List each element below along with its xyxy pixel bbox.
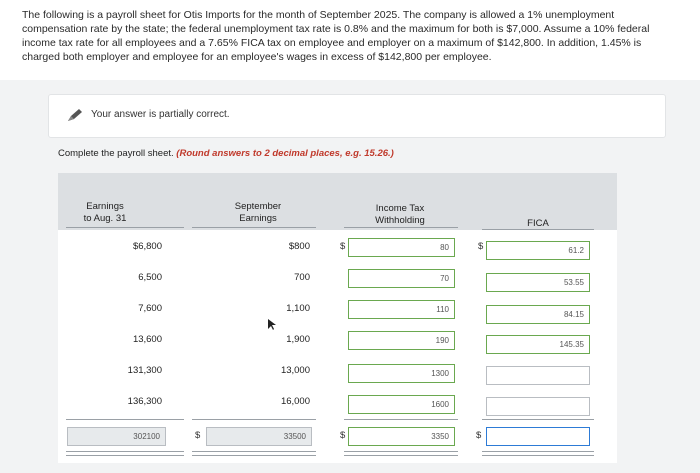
problem-line: The following is a payroll sheet for Otis Imports for the month of September 2025. The company is allowed a 1% unemployment bbox=[22, 9, 615, 21]
table-header bbox=[58, 173, 617, 230]
problem-line: compensation rate by the state; the federal unemployment tax rate is 0.8% and the maximum for both is $7,000. Assume a 10% federal bbox=[22, 23, 650, 35]
currency-symbol: $ bbox=[195, 430, 201, 441]
income-tax-input[interactable]: 190 bbox=[348, 331, 455, 350]
instructions bbox=[58, 148, 394, 159]
total-earnings-to-aug-input[interactable]: 302100 bbox=[67, 427, 166, 446]
double-rule bbox=[344, 451, 458, 456]
sum-rule bbox=[482, 419, 594, 420]
feedback-message: Your answer is partially correct. bbox=[91, 109, 230, 120]
earnings-to-aug-cell: 131,300 bbox=[127, 365, 162, 376]
problem-line: income tax rate for all employees and a 7.65% FICA tax on employee and employer on a maximum of $142,800. In addition, 1.45% is bbox=[22, 37, 642, 49]
fica-input[interactable] bbox=[486, 366, 590, 385]
september-earnings-cell: 13,000 bbox=[280, 365, 310, 376]
problem-statement bbox=[22, 8, 692, 64]
fica-input[interactable]: 53.55 bbox=[486, 273, 590, 292]
currency-symbol: $ bbox=[340, 430, 346, 441]
total-september-input[interactable]: 33500 bbox=[206, 427, 312, 446]
fica-input[interactable]: 61.2 bbox=[486, 241, 590, 260]
header-rule bbox=[66, 227, 184, 228]
currency-symbol: $ bbox=[478, 241, 484, 252]
currency-symbol: $ bbox=[476, 430, 482, 441]
earnings-to-aug-cell: 6,500 bbox=[138, 272, 162, 283]
total-fica-input[interactable] bbox=[486, 427, 590, 446]
header-rule bbox=[344, 227, 458, 228]
mouse-cursor-icon bbox=[268, 319, 276, 331]
income-tax-input[interactable]: 1600 bbox=[348, 395, 455, 414]
september-earnings-cell: $800 bbox=[288, 241, 310, 252]
header-line: Earnings bbox=[86, 201, 124, 212]
sum-rule bbox=[344, 419, 458, 420]
earnings-to-aug-cell: 13,600 bbox=[132, 334, 162, 345]
earnings-to-aug-cell: $6,800 bbox=[132, 241, 162, 252]
september-earnings-cell: 1,900 bbox=[286, 334, 310, 345]
header-september bbox=[218, 201, 298, 225]
header-income-tax bbox=[358, 203, 442, 227]
september-earnings-cell: 1,100 bbox=[286, 303, 310, 314]
payroll-table bbox=[58, 173, 617, 463]
table-body bbox=[58, 230, 617, 463]
header-line: Income Tax bbox=[375, 203, 425, 214]
double-rule bbox=[66, 451, 184, 456]
header-line: to Aug. 31 bbox=[83, 213, 127, 224]
earnings-to-aug-cell: 136,300 bbox=[127, 396, 162, 407]
feedback-banner bbox=[48, 94, 666, 138]
sum-rule bbox=[192, 419, 316, 420]
header-rule bbox=[192, 227, 316, 228]
september-earnings-cell: 16,000 bbox=[280, 396, 310, 407]
fica-input[interactable]: 145.35 bbox=[486, 335, 590, 354]
currency-symbol: $ bbox=[340, 241, 346, 252]
header-line: September bbox=[234, 201, 282, 212]
fica-input[interactable] bbox=[486, 397, 590, 416]
income-tax-input[interactable]: 70 bbox=[348, 269, 455, 288]
double-rule bbox=[192, 451, 316, 456]
instructions-text: Complete the payroll sheet. bbox=[58, 148, 177, 159]
earnings-to-aug-cell: 7,600 bbox=[138, 303, 162, 314]
income-tax-input[interactable]: 1300 bbox=[348, 364, 455, 383]
pencil-icon bbox=[67, 108, 83, 122]
header-earnings-to-aug bbox=[70, 201, 140, 225]
header-line: Earnings bbox=[239, 213, 277, 224]
header-fica: FICA bbox=[527, 218, 549, 229]
problem-line: charged both employer and employee for an employee's wages in excess of $142,800 per employee. bbox=[22, 51, 492, 63]
september-earnings-cell: 700 bbox=[294, 272, 310, 283]
income-tax-input[interactable]: 110 bbox=[348, 300, 455, 319]
rounding-hint: (Round answers to 2 decimal places, e.g. 15.26.) bbox=[176, 148, 394, 159]
header-line: Withholding bbox=[375, 215, 425, 226]
sum-rule bbox=[66, 419, 184, 420]
total-income-tax-input[interactable]: 3350 bbox=[348, 427, 455, 446]
income-tax-input[interactable]: 80 bbox=[348, 238, 455, 257]
fica-input[interactable]: 84.15 bbox=[486, 305, 590, 324]
double-rule bbox=[482, 451, 594, 456]
